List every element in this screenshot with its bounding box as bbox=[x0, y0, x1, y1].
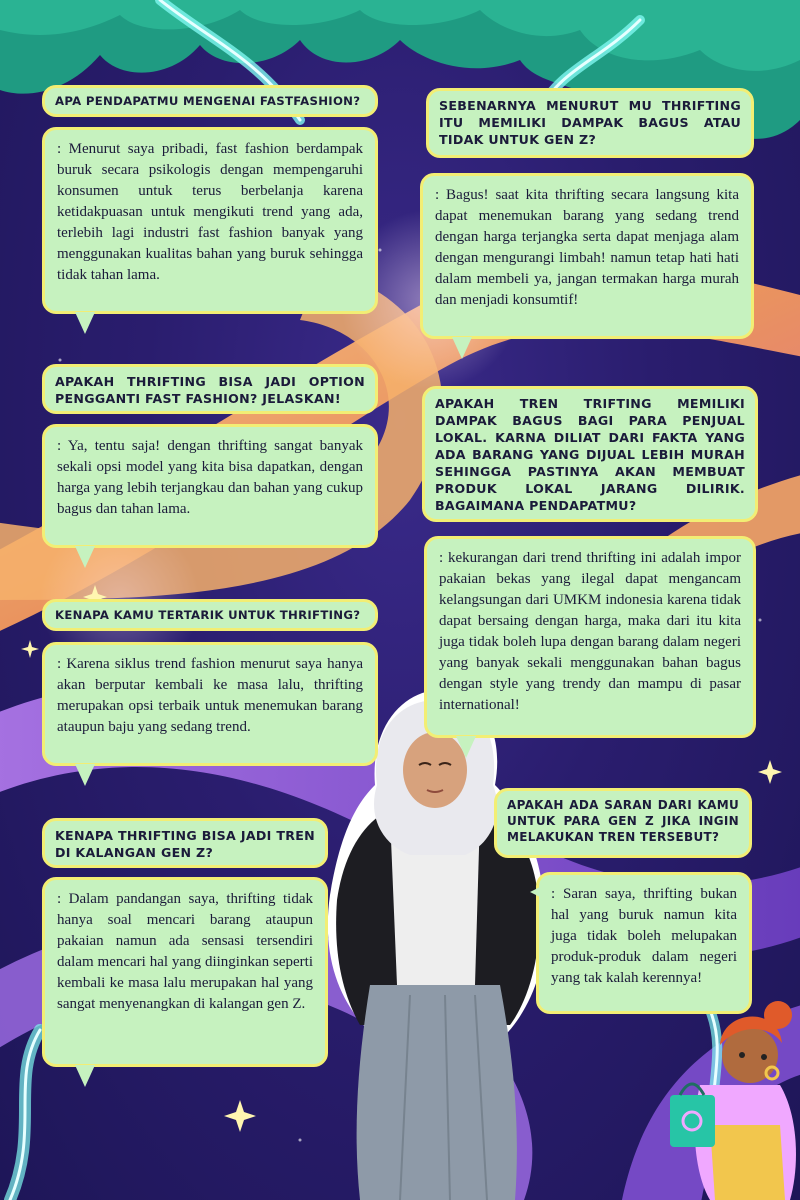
question-bubble-saran bbox=[494, 788, 752, 858]
answer-text: : Menurut saya pribadi, fast fashion berdampak buruk secara psikologis dengan mempengaruhi konsumen untuk terus berbelanja karena ketidakpuasan untuk mengikuti trend yang ada, terlebih lagi industri fast fashion banyak yang menggunakan kualitas bahan yang buruk sehingga tidak tahan lama. bbox=[57, 141, 363, 283]
answer-bubble-saran bbox=[536, 872, 752, 1014]
sparkle-icon bbox=[758, 760, 782, 784]
question-text: APAKAH THRIFTING BISA JADI OPTION PENGGANTI FAST FASHION? JELASKAN! bbox=[55, 374, 365, 406]
question-bubble-thrifting-option bbox=[42, 364, 378, 414]
bubble-tail bbox=[75, 312, 95, 334]
shopping-bag-icon bbox=[670, 1095, 715, 1147]
question-text: APA PENDAPATMU MENGENAI FASTFASHION? bbox=[55, 94, 361, 108]
answer-text: : Ya, tentu saja! dengan thrifting sangat banyak sekali opsi model yang kita bisa dapatkan, dengan harga yang lebih terjangkau dan bahan yang cukup bagus dan tahan lama. bbox=[57, 438, 363, 517]
answer-bubble-gen-z-trend bbox=[42, 877, 328, 1067]
bubble-tail bbox=[75, 764, 95, 786]
bubble-tail bbox=[75, 546, 95, 568]
question-bubble-dampak-gen-z bbox=[426, 88, 754, 158]
question-text: KENAPA THRIFTING BISA JADI TREN DI KALANGAN GEN Z? bbox=[55, 828, 315, 860]
answer-bubble-dampak-gen-z bbox=[420, 173, 754, 339]
answer-text: : Bagus! saat kita thrifting secara langsung kita dapat menemukan barang yang sedang trend dengan harga terjangka serta dapat menjaga alam dengan mengurangi limbah! namun tetap hati hati dalam membeli ya, jangan termakan harga murah dan menjadi konsumtif! bbox=[435, 187, 739, 308]
sparkle-icon bbox=[224, 1100, 256, 1132]
answer-bubble-fastfashion bbox=[42, 127, 378, 314]
bubble-tail bbox=[456, 736, 476, 758]
answer-text: : kekurangan dari trend thrifting ini adalah impor pakaian bekas yang ilegal dapat mengancam kelangsungan dari UMKM indonesia karena tidak dapat bersaing dengan harga, maka dari itu kita juga tidak boleh lupa dengan barang dalam negeri yang banyak sekali menggunakan bahan bagus dengan style yang trendy dan mampu di pasar international! bbox=[439, 550, 741, 713]
shopper-character bbox=[660, 985, 800, 1200]
answer-text: : Saran saya, thrifting bukan hal yang buruk namun kita juga tidak boleh melupakan produk-produk dalam negeri yang tak kalah kerennya! bbox=[551, 886, 737, 986]
question-text: APAKAH TREN TRIFTING MEMILIKI DAMPAK BAGUS BAGI PARA PENJUAL LOKAL. KARNA DILIAT DARI FAKTA YANG ADA BARANG YANG DIJUAL LEBIH MURAH SEHINGGA PASTINYA AKAN MEMBUAT PRODUK LOKAL JARANG DILIRIK. BAGAIMANA PENDAPATMU? bbox=[435, 396, 745, 513]
answer-bubble-penjual-lokal bbox=[424, 536, 756, 738]
answer-text: : Karena siklus trend fashion menurut saya hanya akan berputar kembali ke masa lalu, thrifting merupakan opsi terbaik untuk menemukan barang ataupun baju yang sedang trend. bbox=[57, 656, 363, 735]
bubble-tail bbox=[75, 1065, 95, 1087]
question-bubble-gen-z-trend bbox=[42, 818, 328, 868]
question-bubble-tertarik bbox=[42, 599, 378, 631]
bubble-tail bbox=[452, 337, 472, 359]
answer-bubble-tertarik bbox=[42, 642, 378, 766]
question-text: APAKAH ADA SARAN DARI KAMU UNTUK PARA GEN Z JIKA INGIN MELAKUKAN TREN TERSEBUT? bbox=[507, 798, 739, 845]
answer-text: : Dalam pandangan saya, thrifting tidak hanya soal mencari barang ataupun pakaian namun ada sensasi tersendiri dalam mencari hal yang diinginkan seperti kembali ke masa lalu merupakan hal yang sangat menyenangkan di kalangan gen Z. bbox=[57, 891, 313, 1012]
answer-bubble-thrifting-option bbox=[42, 424, 378, 548]
question-text: SEBENARNYA MENURUT MU THRIFTING ITU MEMILIKI DAMPAK BAGUS ATAU TIDAK UNTUK GEN Z? bbox=[439, 98, 741, 147]
question-bubble-fastfashion bbox=[42, 85, 378, 117]
bubble-tail bbox=[530, 882, 550, 902]
question-bubble-penjual-lokal bbox=[422, 386, 758, 522]
sparkle-icon bbox=[21, 640, 39, 658]
question-text: KENAPA KAMU TERTARIK UNTUK THRIFTING? bbox=[55, 608, 361, 622]
